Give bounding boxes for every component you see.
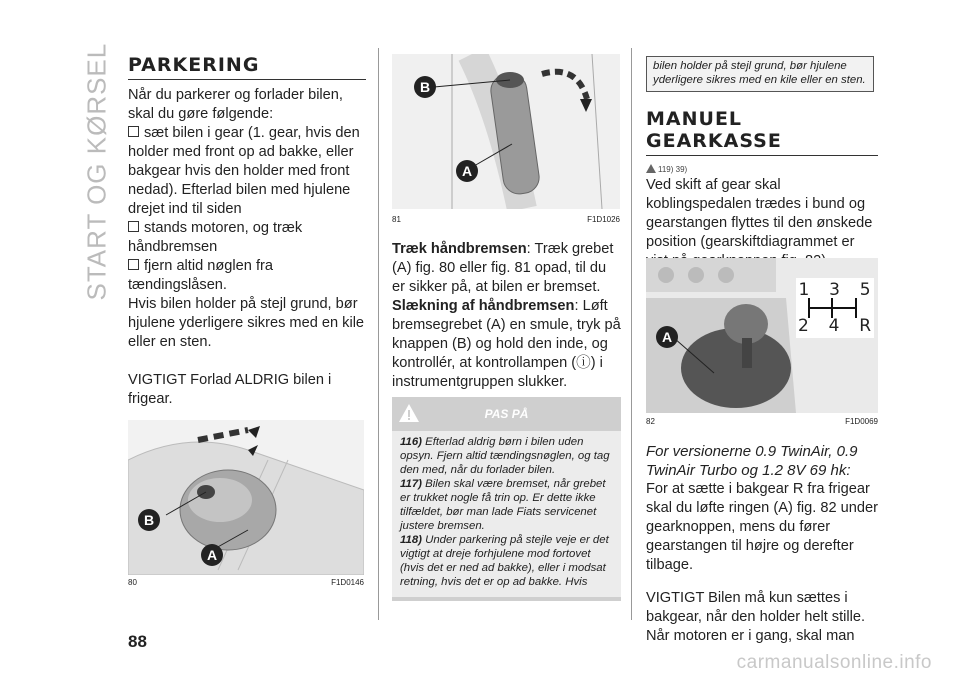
continued-warning-box: bilen holder på stejl grund, bør hjulene yderligere sikres med en kile eller en sten.: [646, 56, 874, 92]
warning-item: 117) Bilen skal være bremset, når grebet er trukket nogle få trin op. Er dette ikke tilfældet, bør man lade Fiats servicenet justere bremsen.: [400, 478, 606, 532]
figure-code: F1D0069: [845, 417, 878, 426]
warning-item: 118) Under parkering på stejle veje er det vigtigt at dreje forhjulene mod fortovet (hvis det er ned ad bakke), eller i modsat retning, hvis det er op ad bakke. Hvis: [400, 534, 609, 588]
checkbox-bullet-icon: [128, 221, 139, 232]
callout-b: B: [414, 76, 436, 98]
intro-text: Når du parkerer og forlader bilen, skal du gøre følgende:: [128, 87, 343, 122]
section-side-title: [81, 42, 112, 301]
column-divider: [631, 48, 632, 620]
watermark: carmanualsonline.info: [736, 652, 932, 673]
heading-gearkasse: GEARKASSE: [646, 130, 782, 152]
bullet-item: stands motoren, og træk håndbremsen: [128, 220, 303, 255]
figure-80-caption: [128, 578, 364, 587]
figure-82-caption: [646, 417, 878, 426]
reverse-gear-text: For at sætte i bakgear R fra frigear skal du løfte ringen (A) fig. 82 under gearknoppen, mens du fører gearstangen til højre og derefter tilbage.: [646, 481, 878, 573]
bullet-item: sæt bilen i gear (1. gear, hvis den holder med front op ad bakke, eller bakgear hvis den holder med front nedad). Efterlad bilen med hjulene drejet ind til siden: [128, 125, 360, 217]
checkbox-bullet-icon: [128, 126, 139, 137]
warning-item: 116) Efterlad aldrig børn i bilen uden opsyn. Fjern altid tændingsnøglen, og tag den med, når du forlader bilen.: [400, 436, 610, 476]
side-title-text: START OG KØRSEL: [81, 42, 112, 301]
gear-pattern-bottom: 2 4 R: [798, 316, 875, 336]
figure-number: 82: [646, 417, 655, 426]
paragraph-pull-brake: Træk håndbremsen: Træk grebet (A) fig. 80 eller fig. 81 opad, til du er sikker på, at bilen er bremset.: [392, 241, 614, 295]
callout-b: B: [138, 509, 160, 531]
engine-running-text: Når motoren er i gang, skal man: [646, 628, 855, 644]
figure-number: 81: [392, 215, 401, 224]
paragraph-release-brake: Slækning af håndbremsen: Løft bremsegrebet (A) en smule, tryk på knappen (B) og hold den inde, og kontrollér, at kontrollampen (ⓘ) i instrumentgruppen slukker.: [392, 298, 621, 390]
figure-81-handbrake: [392, 54, 620, 209]
callout-a: A: [656, 326, 678, 348]
checkbox-bullet-icon: [128, 259, 139, 270]
callout-a: A: [201, 544, 223, 566]
figure-code: F1D0146: [331, 578, 364, 587]
bullet-item: fjern altid nøglen fra tændingslåsen.: [128, 258, 273, 293]
warning-box-body: [392, 431, 621, 597]
column-divider: [378, 48, 379, 620]
figure-81-caption: [392, 215, 620, 224]
warning-title: PAS PÅ: [484, 407, 529, 421]
page-number: 88: [128, 632, 147, 651]
figure-82-gearstick: [646, 258, 878, 413]
heading-manuel: MANUEL: [646, 108, 743, 130]
important-note: VIGTIGT Bilen må kun sættes i bakgear, når den holder helt stille.: [646, 590, 866, 625]
after-text: Hvis bilen holder på stejl grund, bør hjulene yderligere sikres med en kile eller en sten.: [128, 296, 365, 350]
warning-box-header: [392, 397, 621, 431]
gear-shift-text: Ved skift af gear skal koblingspedalen trædes i bund og gearstangen flyttes til den ønskede position (gearskiftdiagrammet er: [646, 177, 873, 250]
version-heading: For versionerne 0.9 TwinAir, 0.9 TwinAir Turbo og 1.2 8V 69 hk:: [646, 443, 858, 479]
figure-number: 80: [128, 578, 137, 587]
column-2-text: [392, 240, 622, 392]
warning-refs: 119) 39): [646, 164, 878, 174]
callout-a: A: [456, 160, 478, 182]
important-note: VIGTIGT Forlad ALDRIG bilen i frigear.: [128, 372, 332, 407]
figure-80-handbrake: [128, 420, 364, 575]
column-3: [646, 108, 878, 271]
column-3-lower: [646, 442, 880, 646]
warning-box: [392, 397, 621, 601]
warning-icon: [646, 164, 656, 173]
gear-pattern-top: 1 3 5: [798, 280, 874, 300]
figure-code: F1D1026: [587, 215, 620, 224]
heading-parkering: PARKERING: [128, 54, 260, 76]
